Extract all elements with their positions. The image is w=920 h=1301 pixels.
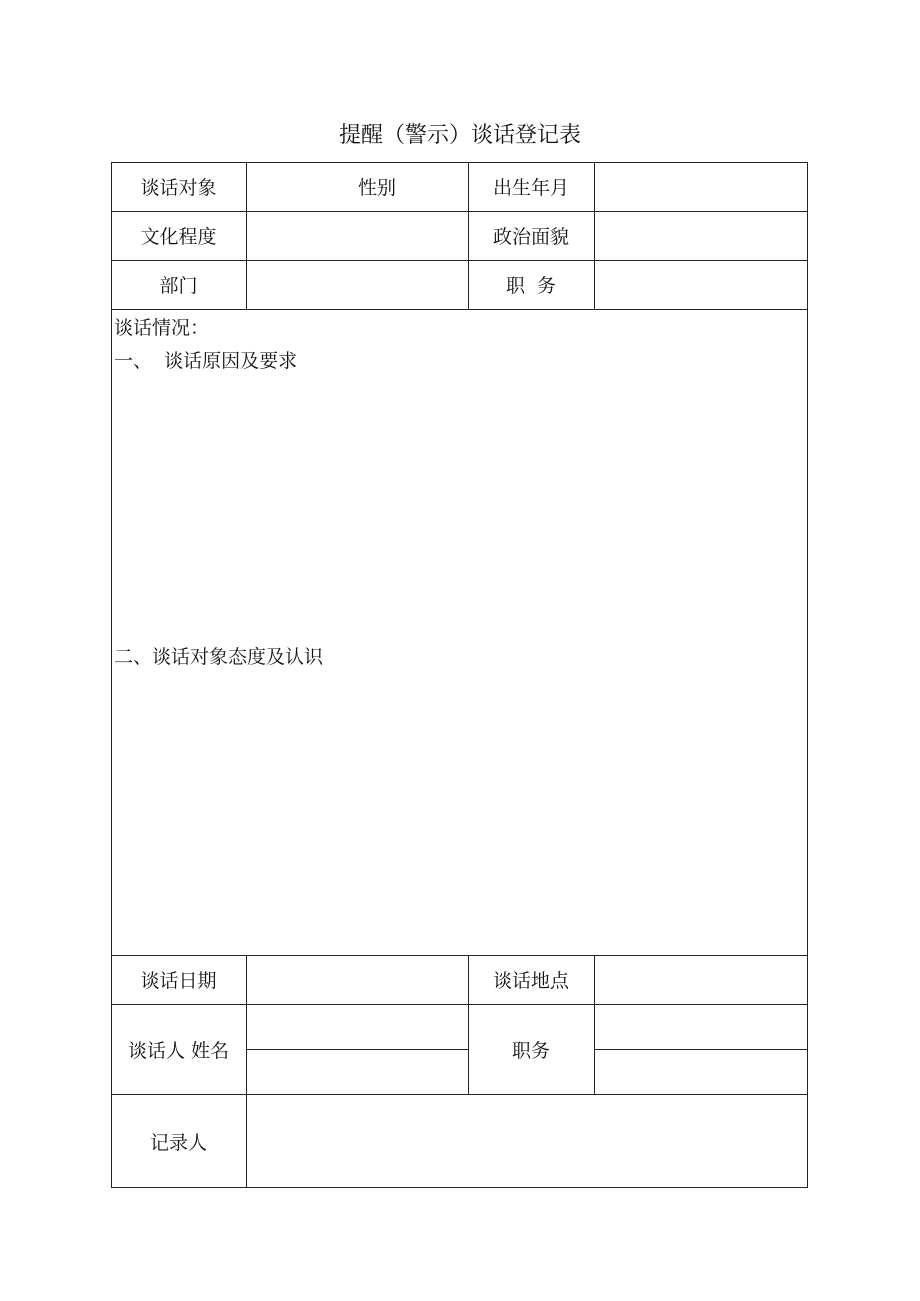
recorder-label: 记录人 [149,1131,207,1154]
row-divider [111,309,808,310]
dept-label: 部门 [159,275,198,297]
subject-name-field[interactable] [246,162,468,211]
attitude-text-area[interactable] [112,672,807,954]
section-reason-heading: 一、 谈话原因及要求 [114,350,298,372]
gender-label: 性别 [358,177,397,199]
education-field[interactable] [246,211,468,260]
political-field[interactable] [594,211,808,260]
recorder-field[interactable] [246,1094,808,1188]
situation-heading: 谈话情况： [114,317,210,339]
place-field[interactable] [594,955,808,1004]
talker-position-field-1[interactable] [594,1004,808,1049]
talker-name-field-1[interactable] [246,1004,468,1049]
reason-text-area[interactable] [112,375,807,637]
talker-name-field-2[interactable] [246,1049,468,1094]
place-label: 谈话地点 [492,970,569,992]
birth-field[interactable] [594,162,808,211]
form-title: 提醒（警示）谈话登记表 [338,123,581,148]
political-label: 政治面貌 [492,226,569,248]
education-label: 文化程度 [140,226,217,248]
talker-position-label: 职务 [511,1039,550,1062]
talker-name-label: 谈话人 姓名 [127,1039,230,1062]
date-field[interactable] [246,955,468,1004]
dept-field[interactable] [246,260,468,309]
position-label: 职 务 [505,275,557,297]
talker-position-field-2[interactable] [594,1049,808,1094]
date-label: 谈话日期 [140,970,217,992]
section-attitude-heading: 二、谈话对象态度及认识 [114,646,324,668]
position-field[interactable] [594,260,808,309]
birth-label: 出生年月 [492,177,569,199]
subject-label: 谈话对象 [140,177,217,199]
